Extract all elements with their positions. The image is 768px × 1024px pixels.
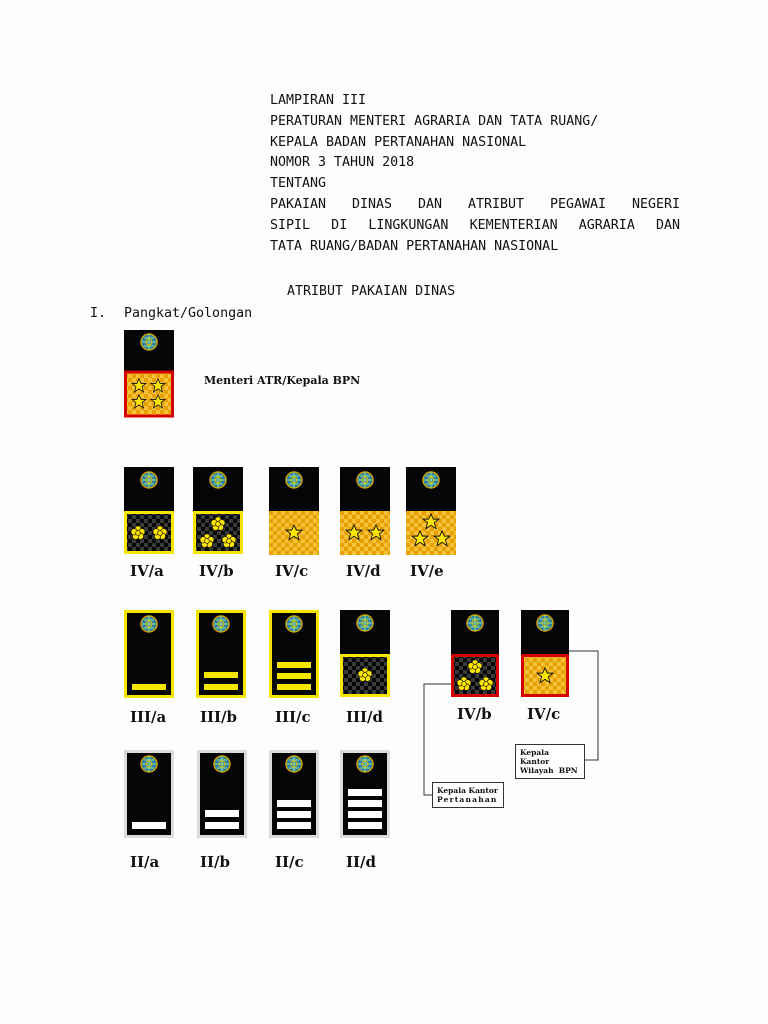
rank-iv-b: IV/b: [199, 562, 234, 580]
rank-ii-a: II/a: [130, 853, 160, 871]
rank-iv-e: IV/e: [410, 562, 444, 580]
header-line-nomor: NOMOR 3 TAHUN 2018: [270, 155, 415, 171]
header-line-lampiran: LAMPIRAN III: [270, 93, 367, 108]
kantah-line-1: Kepala Kantor: [437, 786, 498, 795]
rank-iv-d: IV/d: [346, 562, 381, 580]
rank-iv-b-kantah: IV/b: [457, 705, 492, 723]
kepala-kantor-wilayah-box: [515, 744, 585, 779]
rank-iii-d: III/d: [346, 708, 384, 726]
section-number: I.: [90, 306, 107, 321]
kanwil-line-1: Kepala Kantor: [520, 748, 550, 766]
rank-iv-c: IV/c: [275, 562, 309, 580]
header-line-tata-ruang: TATA RUANG/BADAN PERTANAHAN NASIONAL: [270, 238, 559, 254]
badge-ii-d: [340, 750, 390, 838]
header-line-peraturan: PERATURAN MENTERI AGRARIA DAN TATA RUANG/: [270, 113, 599, 129]
rank-iii-b: III/b: [200, 708, 238, 726]
badge-ii-b: [197, 750, 247, 838]
section-label: Pangkat/Golongan: [124, 306, 253, 321]
badge-ii-c: [269, 750, 319, 838]
rank-ii-c: II/c: [275, 853, 304, 871]
header-line-tentang: TENTANG: [270, 176, 327, 192]
rank-iii-c: III/c: [275, 708, 311, 726]
rank-ii-b: II/b: [200, 853, 230, 871]
rank-iv-c-kanwil: IV/c: [527, 705, 561, 723]
header-line-sipil: SIPIL DI LINGKUNGAN KEMENTERIAN AGRARIA DAN: [270, 217, 680, 233]
menteri-label: Menteri ATR/Kepala BPN: [204, 374, 361, 387]
kantah-line-2: Pertanahan: [437, 795, 498, 804]
rank-iv-a: IV/a: [130, 562, 164, 580]
header-line-pakaian: PAKAIAN DINAS DAN ATRIBUT PEGAWAI NEGERI: [270, 196, 680, 212]
header-line-kepala: KEPALA BADAN PERTANAHAN NASIONAL: [270, 134, 527, 150]
badge-ii-a: [124, 750, 174, 838]
rank-ii-d: II/d: [346, 853, 376, 871]
kanwil-line-2: Wilayah BPN: [520, 766, 578, 775]
section-title: ATRIBUT PAKAIAN DINAS: [287, 284, 456, 299]
kepala-kantor-pertanahan-box: [432, 782, 504, 808]
rank-iii-a: III/a: [130, 708, 167, 726]
